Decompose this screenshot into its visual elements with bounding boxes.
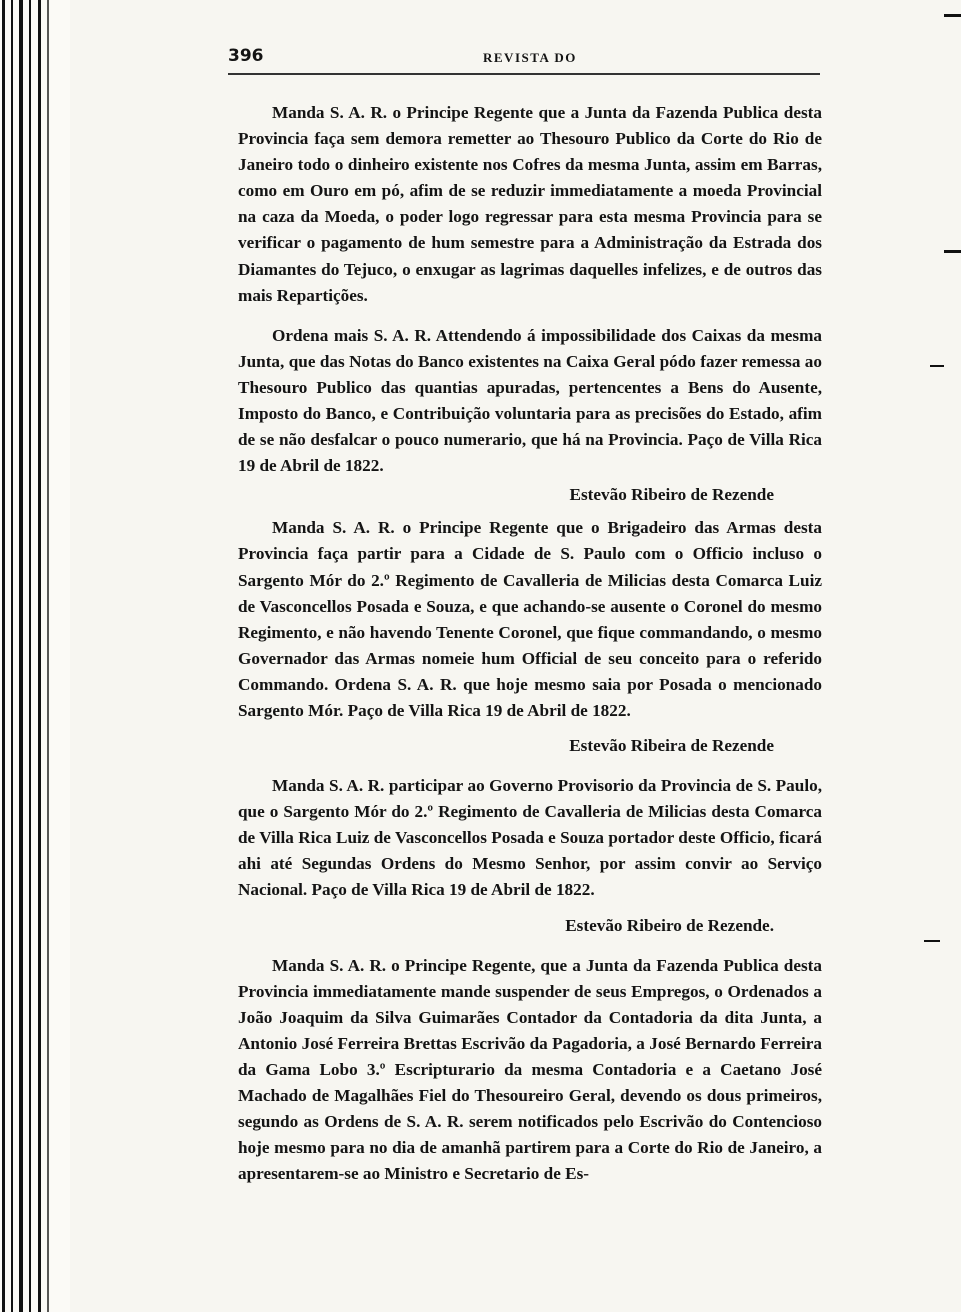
paragraph-decree-2: Ordena mais S. A. R. Attendendo á impossibilidade dos Caixas da mesma Junta, que das Notas do Banco existentes na Caixa Geral pódo fazer remessa ao Thesouro Publico das quantias apuradas, pertencentes a Bens do Ausente, Imposto do Banco, e Contribuição voluntaria para as precisões do Estado, afim de se não desfalcar o pouco numerario, que há na Provincia. Paço de Villa Rica 19 de Abril de 1822. (238, 325, 822, 476)
paragraph-decree-3: Manda S. A. R. o Principe Regente que o Brigadeiro das Armas desta Provincia faça partir para a Cidade de S. Paulo com o Officio incluso o Sargento Mór do 2.º Regimento de Cavalleria de Milicias desta Comarca Luiz de Vasconcellos Posada e Souza, e que achando-se ausente o Coronel do mesmo Regimento, e não havendo Tenente Coronel, que fique commandando, o mesmo Governador das Armas nomeie hum Official de seu conceito para o referido Commando. Ordena S. A. R. que hoje mesmo saia por Posada o mencionado Sargento Mór. Paço de Villa Rica 19 de Abril de 1822. (238, 518, 822, 720)
header-rule (228, 73, 820, 75)
book-spine (0, 0, 70, 1312)
page-header (228, 44, 820, 72)
running-head: REVISTA DO (483, 50, 577, 65)
paragraph-decree-1: Manda S. A. R. o Principe Regente que a Junta da Fazenda Publica desta Provincia faça sem demora remetter ao Thesouro Publico da Corte do Rio de Janeiro todo o dinheiro existente nos Cofres da mesma Junta, assim em Barras, como em Ouro em pó, afim de se reduzir immediatamente a moeda Provincial na caza da Moeda, o poder logo regressar para esta mesma Provincia para se verificar o pagamento de hum semestre para a Administração da Estrada dos Diamantes do Tejuco, o enxugar as lagrimas daquelles infelizes, e de outros das mais Repartições. (238, 103, 822, 305)
document-body (238, 100, 822, 1187)
signature-1: Estevão Ribeiro de Rezende (569, 485, 774, 505)
paragraph-decree-5: Manda S. A. R. o Principe Regente, que a Junta da Fazenda Publica desta Provincia immediatamente mande suspender de seus Empregos, o Ordenados a João Joaquim da Silva Guimarães Contador da Contadoria da dita Junta, a Antonio José Ferreira Brettas Escrivão da Pagadoria, a José Bernardo Ferreira da Gama Lobo 3.º Escripturario da mesma Contadoria e a Caetano José Machado de Magalhães Fiel do Thesoureiro Geral, devendo os dous primeiros, segundo as Ordens de S. A. R. serem notificados pelo Escrivão do Contencioso hoje mesmo para no dia de amanhã partirem para a Corte do Rio de Janeiro, a apresentarem-se ao Ministro e Secretario de Es- (238, 955, 822, 1184)
signature-3: Estevão Ribeiro de Rezende. (565, 915, 774, 935)
paragraph-decree-4: Manda S. A. R. participar ao Governo Provisorio da Provincia de S. Paulo, que o Sargento Mór do 2.º Regimento de Cavalleria de Milicias desta Comarca de Villa Rica Luiz de Vasconcellos Posada e Souza portador deste Officio, ficará ahi até Segundas Ordens do Mesmo Senhor, por assim convir ao Serviço Nacional. Paço de Villa Rica 19 de Abril de 1822. (238, 776, 822, 900)
page-number: 396 (228, 46, 264, 66)
signature-2: Estevão Ribeira de Rezende (569, 736, 774, 756)
